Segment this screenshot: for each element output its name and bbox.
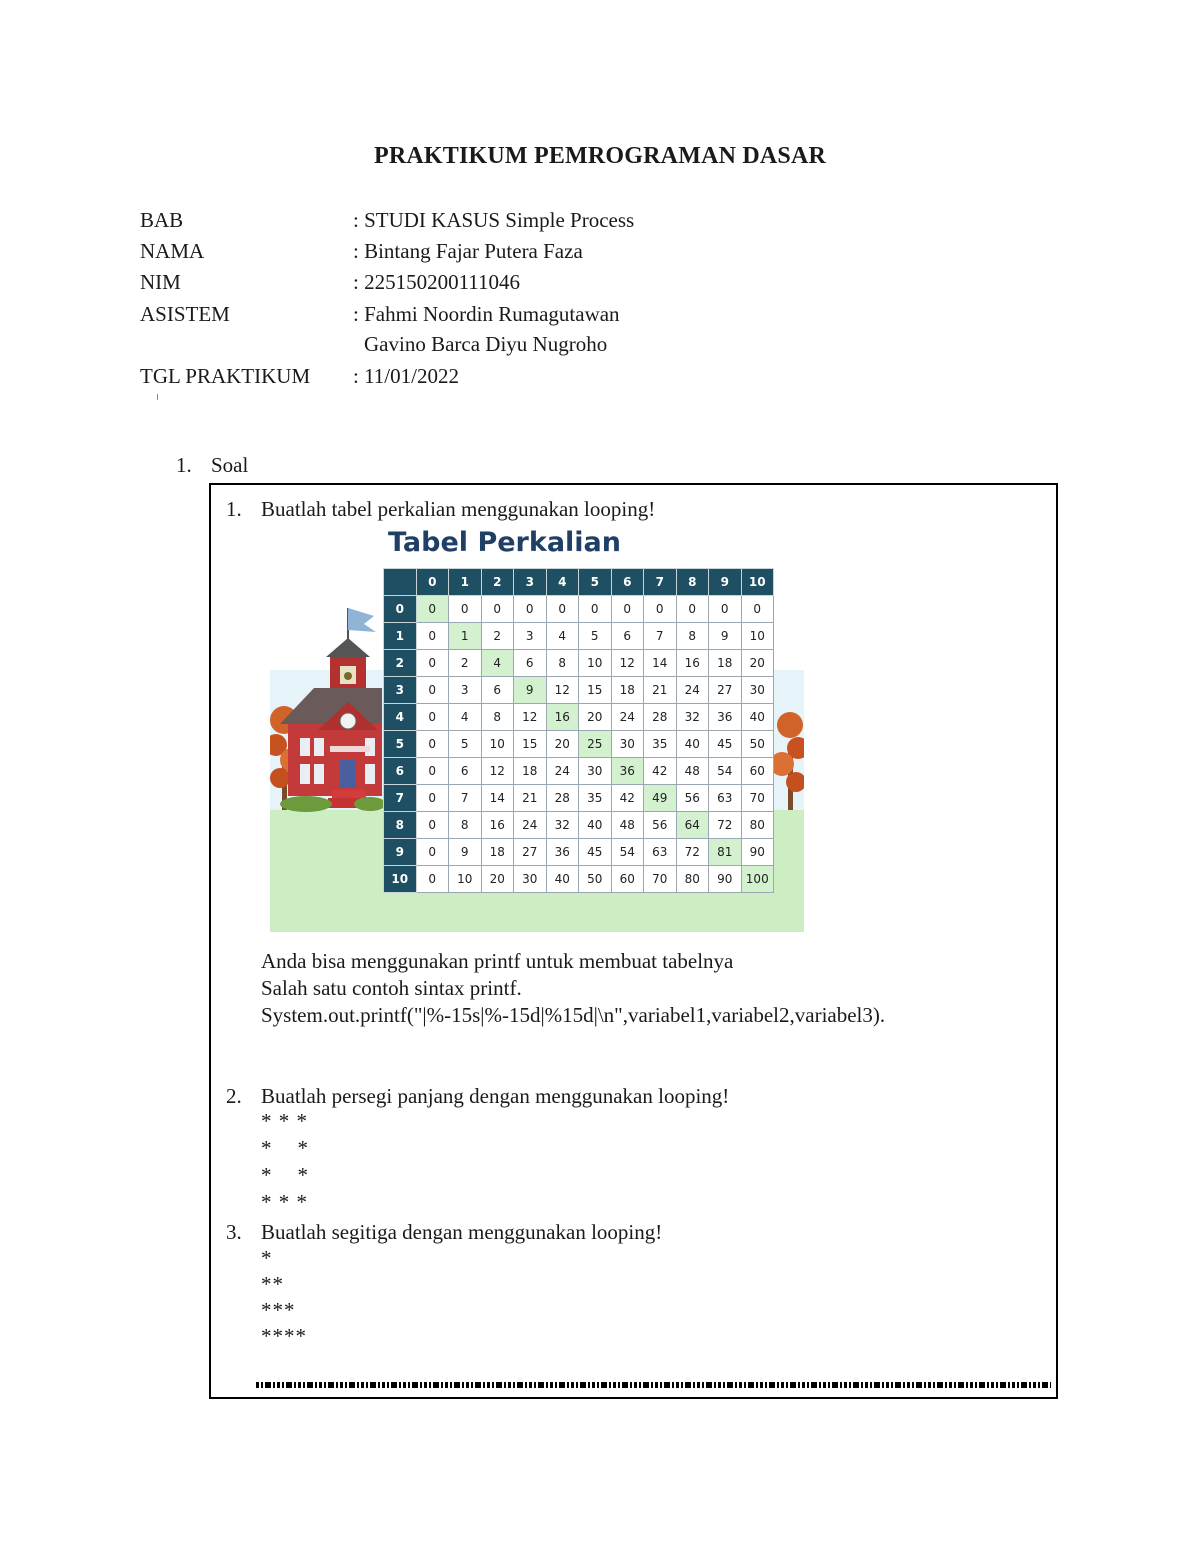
grid-cell: 7 [449, 785, 482, 812]
grid-cell: 64 [676, 812, 709, 839]
meta-label: TGL PRAKTIKUM [140, 364, 311, 388]
grid-cell: 6 [611, 623, 644, 650]
meta-label: NIM [140, 270, 181, 294]
grid-cell: 15 [514, 731, 547, 758]
grid-cell: 90 [709, 866, 742, 893]
grid-cell: 36 [611, 758, 644, 785]
note-line: Anda bisa menggunakan printf untuk membuat tabelnya [261, 949, 734, 973]
grid-row-header: 4 [384, 704, 417, 731]
grid-row [384, 758, 774, 785]
grid-cell: 28 [644, 704, 677, 731]
grid-column-header: 9 [709, 569, 742, 596]
grid-cell: 48 [611, 812, 644, 839]
grid-row-header: 7 [384, 785, 417, 812]
grid-row [384, 731, 774, 758]
grid-cell: 30 [514, 866, 547, 893]
grid-cell: 50 [579, 866, 612, 893]
grid-cell: 35 [579, 785, 612, 812]
grid-column-header: 6 [611, 569, 644, 596]
grid-cell: 5 [579, 623, 612, 650]
question-number: 1. [226, 497, 242, 521]
grid-cell: 24 [611, 704, 644, 731]
dashed-separator [256, 1380, 1051, 1390]
grid-cell: 40 [741, 704, 774, 731]
multiplication-grid [383, 568, 774, 893]
grid-cell: 36 [709, 704, 742, 731]
grid-cell: 5 [449, 731, 482, 758]
grid-cell: 8 [546, 650, 579, 677]
meta-value: : 11/01/2022 [353, 364, 459, 388]
grid-cell: 6 [481, 677, 514, 704]
grid-row [384, 650, 774, 677]
grid-cell: 7 [644, 623, 677, 650]
grid-cell: 45 [709, 731, 742, 758]
note-line: Salah satu contoh sintax printf. [261, 976, 522, 1000]
grid-cell: 0 [416, 785, 449, 812]
pattern-line: *** [261, 1298, 296, 1322]
grid-cell: 0 [546, 596, 579, 623]
grid-cell: 40 [546, 866, 579, 893]
grid-cell: 8 [449, 812, 482, 839]
question-text: Buatlah tabel perkalian menggunakan looping! [261, 497, 656, 521]
grid-cell: 80 [676, 866, 709, 893]
grid-cell: 50 [741, 731, 774, 758]
grid-cell: 30 [579, 758, 612, 785]
grid-cell: 60 [741, 758, 774, 785]
grid-cell: 4 [546, 623, 579, 650]
grid-cell: 16 [546, 704, 579, 731]
grid-row-header: 5 [384, 731, 417, 758]
grid-cell: 0 [514, 596, 547, 623]
grid-row-header: 6 [384, 758, 417, 785]
grid-cell: 8 [676, 623, 709, 650]
grid-cell: 0 [709, 596, 742, 623]
grid-cell: 10 [741, 623, 774, 650]
grid-cell: 36 [546, 839, 579, 866]
grid-column-header: 1 [449, 569, 482, 596]
question-text: Buatlah persegi panjang dengan menggunakan looping! [261, 1084, 730, 1108]
grid-cell: 0 [416, 650, 449, 677]
meta-value: : Fahmi Noordin Rumagutawan [353, 302, 620, 326]
grid-cell: 0 [611, 596, 644, 623]
grid-cell: 20 [546, 731, 579, 758]
grid-row [384, 866, 774, 893]
grid-cell: 60 [611, 866, 644, 893]
grid-row-header: 2 [384, 650, 417, 677]
grid-cell: 10 [449, 866, 482, 893]
grid-cell: 90 [741, 839, 774, 866]
grid-cell: 1 [449, 623, 482, 650]
pattern-line: * * * [261, 1190, 308, 1214]
pattern-line: **** [261, 1324, 307, 1348]
grid-cell: 9 [709, 623, 742, 650]
grid-cell: 2 [481, 623, 514, 650]
grid-cell: 100 [741, 866, 774, 893]
grid-cell: 27 [514, 839, 547, 866]
grid-cell: 24 [546, 758, 579, 785]
grid-cell: 21 [644, 677, 677, 704]
grid-corner-cell [384, 569, 417, 596]
grid-cell: 54 [611, 839, 644, 866]
grid-cell: 48 [676, 758, 709, 785]
grid-column-header: 2 [481, 569, 514, 596]
grid-cell: 0 [644, 596, 677, 623]
grid-cell: 14 [481, 785, 514, 812]
grid-cell: 54 [709, 758, 742, 785]
grid-cell: 18 [514, 758, 547, 785]
grid-column-header: 0 [416, 569, 449, 596]
grid-cell: 40 [676, 731, 709, 758]
grid-cell: 8 [481, 704, 514, 731]
grid-cell: 63 [644, 839, 677, 866]
grid-row [384, 785, 774, 812]
meta-value: : Bintang Fajar Putera Faza [353, 239, 583, 263]
grid-cell: 9 [514, 677, 547, 704]
meta-label: BAB [140, 208, 184, 232]
grid-row-header: 0 [384, 596, 417, 623]
grid-row-header: 8 [384, 812, 417, 839]
grid-cell: 6 [449, 758, 482, 785]
grid-cell: 4 [449, 704, 482, 731]
grid-cell: 14 [644, 650, 677, 677]
grid-cell: 20 [741, 650, 774, 677]
grid-cell: 12 [611, 650, 644, 677]
grid-cell: 18 [611, 677, 644, 704]
grid-cell: 3 [449, 677, 482, 704]
section-number: 1. [176, 453, 192, 477]
grid-row [384, 596, 774, 623]
grid-cell: 0 [416, 731, 449, 758]
grid-column-header: 7 [644, 569, 677, 596]
meta-label: NAMA [140, 239, 205, 263]
meta-value: : 225150200111046 [353, 270, 521, 294]
grid-cell: 10 [579, 650, 612, 677]
printf-example: System.out.printf("|%-15s|%-15d|%15d|\n",variabel1,variabel2,variabel3). [261, 1003, 886, 1027]
grid-cell: 16 [481, 812, 514, 839]
grid-cell: 32 [546, 812, 579, 839]
question-text: Buatlah segitiga dengan menggunakan looping! [261, 1220, 663, 1244]
grid-row-header: 1 [384, 623, 417, 650]
grid-cell: 25 [579, 731, 612, 758]
grid-cell: 0 [449, 596, 482, 623]
grid-cell: 30 [611, 731, 644, 758]
grid-cell: 6 [514, 650, 547, 677]
meta-label: ASISTEM [140, 302, 230, 326]
grid-cell: 18 [481, 839, 514, 866]
grid-cell: 12 [546, 677, 579, 704]
grid-cell: 0 [416, 812, 449, 839]
grid-cell: 0 [579, 596, 612, 623]
grid-cell: 0 [741, 596, 774, 623]
grid-cell: 0 [416, 758, 449, 785]
grid-row [384, 704, 774, 731]
grid-cell: 10 [481, 731, 514, 758]
grid-cell: 20 [579, 704, 612, 731]
pattern-line: * * [261, 1163, 309, 1187]
grid-cell: 35 [644, 731, 677, 758]
grid-cell: 56 [676, 785, 709, 812]
grid-cell: 49 [644, 785, 677, 812]
grid-cell: 30 [741, 677, 774, 704]
grid-cell: 24 [514, 812, 547, 839]
grid-column-header: 4 [546, 569, 579, 596]
grid-cell: 80 [741, 812, 774, 839]
grid-cell: 0 [416, 704, 449, 731]
grid-cell: 24 [676, 677, 709, 704]
grid-cell: 9 [449, 839, 482, 866]
pattern-line: * * [261, 1136, 309, 1160]
grid-cell: 16 [676, 650, 709, 677]
meta-value: : STUDI KASUS Simple Process [353, 208, 635, 232]
grid-cell: 72 [676, 839, 709, 866]
grid-cell: 28 [546, 785, 579, 812]
grid-cell: 3 [514, 623, 547, 650]
grid-cell: 81 [709, 839, 742, 866]
grid-row [384, 812, 774, 839]
grid-cell: 12 [481, 758, 514, 785]
grid-row-header: 3 [384, 677, 417, 704]
grid-column-header: 5 [579, 569, 612, 596]
grid-cell: 42 [611, 785, 644, 812]
grid-cell: 32 [676, 704, 709, 731]
grid-cell: 0 [416, 623, 449, 650]
page-title: PRAKTIKUM PEMROGRAMAN DASAR [373, 143, 827, 169]
grid-cell: 2 [449, 650, 482, 677]
grid-cell: 18 [709, 650, 742, 677]
grid-cell: 45 [579, 839, 612, 866]
grid-row [384, 839, 774, 866]
grid-cell: 0 [416, 677, 449, 704]
grid-cell: 27 [709, 677, 742, 704]
grid-cell: 0 [481, 596, 514, 623]
grid-row [384, 677, 774, 704]
grid-column-header: 10 [741, 569, 774, 596]
grid-row [384, 623, 774, 650]
grid-column-header: 3 [514, 569, 547, 596]
grid-cell: 0 [416, 596, 449, 623]
pattern-line: * * * [261, 1109, 308, 1133]
section-title: Soal [211, 453, 249, 477]
grid-cell: 63 [709, 785, 742, 812]
pattern-line: * [261, 1246, 273, 1270]
grid-column-header: 8 [676, 569, 709, 596]
margin-mark [157, 394, 158, 400]
grid-cell: 42 [644, 758, 677, 785]
pattern-line: ** [261, 1272, 284, 1296]
grid-cell: 15 [579, 677, 612, 704]
grid-row-header: 10 [384, 866, 417, 893]
grid-cell: 56 [644, 812, 677, 839]
grid-cell: 4 [481, 650, 514, 677]
grid-cell: 40 [579, 812, 612, 839]
grid-cell: 72 [709, 812, 742, 839]
illustration-title: Tabel Perkalian [388, 527, 621, 558]
grid-cell: 70 [644, 866, 677, 893]
grid-row-header: 9 [384, 839, 417, 866]
grid-cell: 0 [676, 596, 709, 623]
grid-cell: 21 [514, 785, 547, 812]
multiplication-table-illustration [270, 520, 804, 932]
grid-cell: 70 [741, 785, 774, 812]
meta-value: Gavino Barca Diyu Nugroho [364, 332, 608, 356]
grid-cell: 12 [514, 704, 547, 731]
grid-cell: 20 [481, 866, 514, 893]
question-number: 3. [226, 1220, 242, 1244]
grid-cell: 0 [416, 866, 449, 893]
question-number: 2. [226, 1084, 242, 1108]
grid-cell: 0 [416, 839, 449, 866]
